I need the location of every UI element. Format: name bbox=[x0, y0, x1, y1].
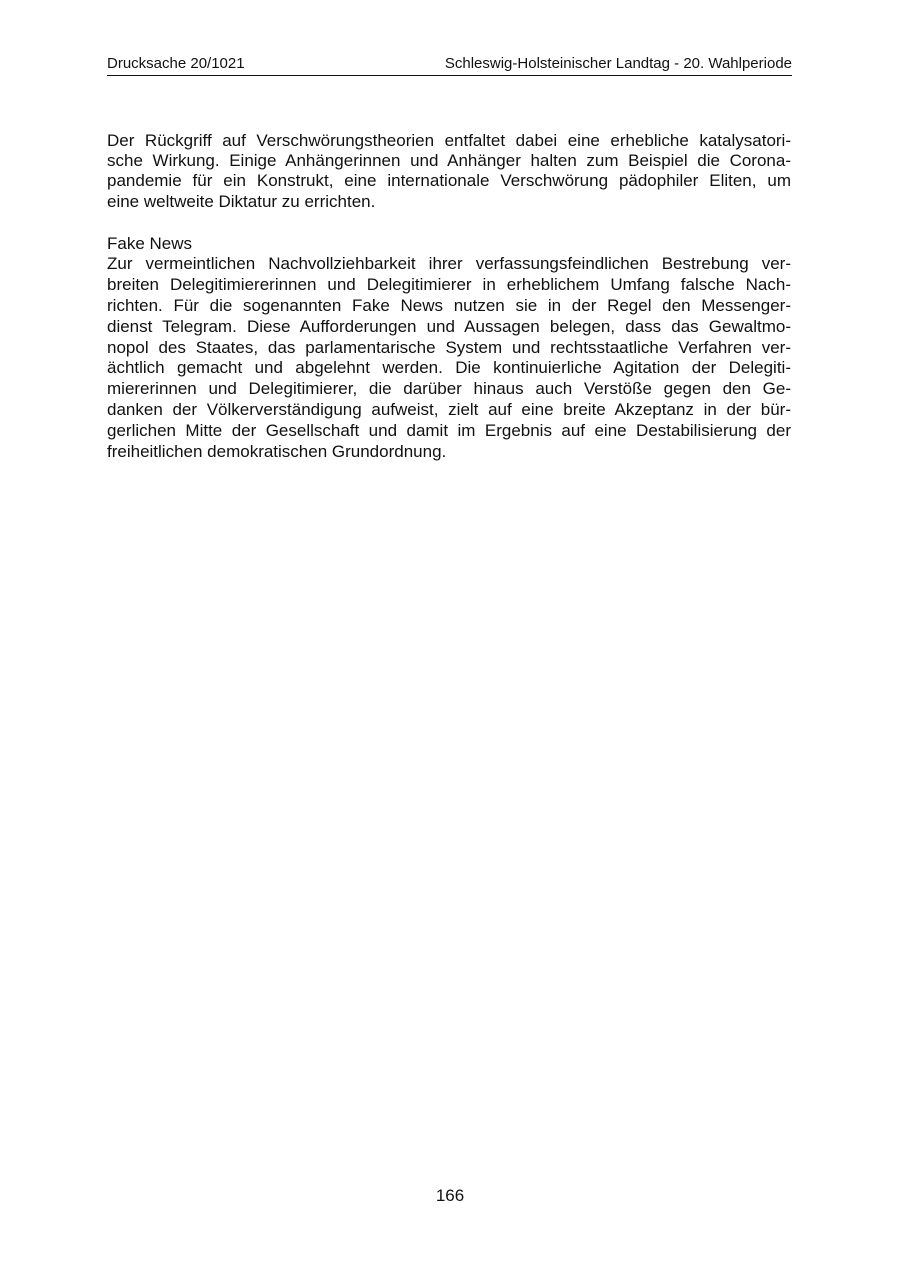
text-line: dienst Telegram. Diese Aufforderungen und Aussagen belegen, dass das Gewaltmo- bbox=[107, 317, 791, 336]
text-line: freiheitlichen demokratischen Grundordnung. bbox=[107, 442, 447, 461]
text-line: miererinnen und Delegitimierer, die darüber hinaus auch Verstöße gegen den Ge- bbox=[107, 379, 791, 398]
text-line: Zur vermeintlichen Nachvollziehbarkeit ihrer verfassungsfeindlichen Bestrebung ver- bbox=[107, 254, 791, 273]
text-line: gerlichen Mitte der Gesellschaft und damit im Ergebnis auf eine Destabilisierung der bbox=[107, 421, 791, 440]
text-line: breiten Delegitimiererinnen und Delegitimierer in erheblichem Umfang falsche Nach- bbox=[107, 275, 791, 294]
text-line: ächtlich gemacht und abgelehnt werden. Die kontinuierliche Agitation der Delegiti- bbox=[107, 358, 791, 377]
section-heading: Fake News bbox=[107, 234, 193, 253]
page-header bbox=[107, 55, 792, 76]
text-line: richten. Für die sogenannten Fake News nutzen sie in der Regel den Messenger- bbox=[107, 296, 791, 315]
text-line: pandemie für ein Konstrukt, eine internationale Verschwörung pädophiler Eliten, um bbox=[107, 171, 791, 190]
parliament-title: Schleswig-Holsteinischer Landtag - 20. Wahlperiode bbox=[444, 55, 792, 72]
text-line: danken der Völkerverständigung aufweist, zielt auf eine breite Akzeptanz in der bür- bbox=[107, 400, 791, 419]
text-line: nopol des Staates, das parlamentarische System und rechtsstaatliche Verfahren ver- bbox=[107, 338, 791, 357]
page-number: 166 bbox=[435, 1186, 465, 1205]
text-line: eine weltweite Diktatur zu errichten. bbox=[107, 192, 376, 211]
text-line: Der Rückgriff auf Verschwörungstheorien entfaltet dabei eine erhebliche katalysatori- bbox=[107, 131, 791, 150]
text-line: sche Wirkung. Einige Anhängerinnen und Anhänger halten zum Beispiel die Corona- bbox=[107, 151, 791, 170]
document-number: Drucksache 20/1021 bbox=[107, 55, 245, 72]
